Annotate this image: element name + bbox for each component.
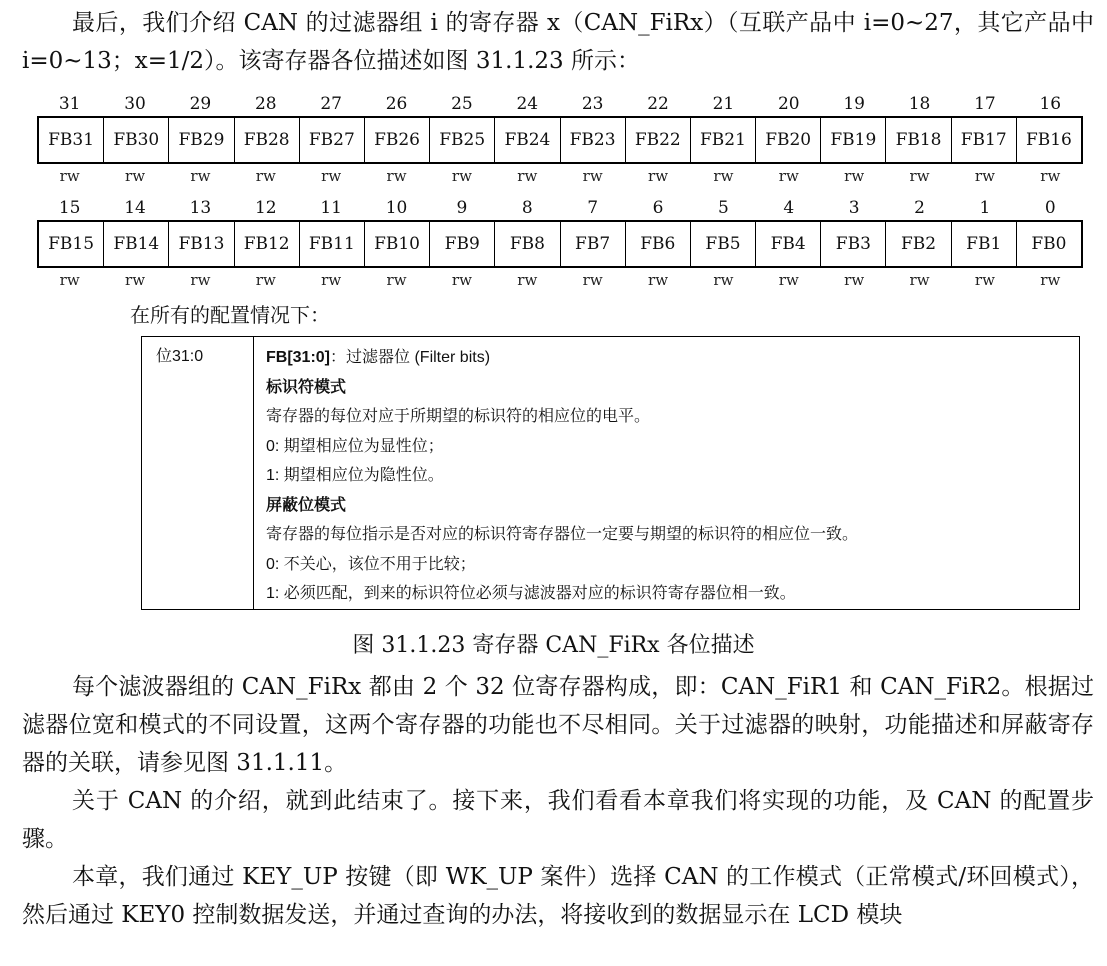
bit-field: FB14 (104, 222, 169, 266)
bit-number: 23 (581, 94, 604, 114)
bit-field: FB6 (626, 222, 691, 266)
bit-number: 15 (58, 198, 81, 218)
access-type: rw (844, 167, 865, 185)
bit-field: FB24 (495, 118, 560, 162)
bit-field: FB1 (952, 222, 1017, 266)
mode-heading: 屏蔽位模式 (266, 496, 347, 514)
description-line: 寄存器的每位指示是否对应的标识符寄存器位一定要与期望的标识符的相应位一致。 (266, 526, 859, 543)
bit-numbers-high (37, 92, 1083, 116)
bit-number: 26 (385, 94, 408, 114)
bit-field: FB26 (365, 118, 430, 162)
bit-field: FB16 (1025, 130, 1072, 150)
bit-number: 29 (189, 94, 212, 114)
intro-paragraph: 最后，我们介绍 CAN 的过滤器组 i 的寄存器 x（CAN_FiRx）（互联产品中 i=0~27，其它产品中 i=0~13；x=1/2）。该寄存器各位描述如图 31.1.23 所示： (22, 10, 1094, 74)
bit-field: FB30 (104, 118, 169, 162)
bit-number: 1 (979, 198, 991, 218)
access-type: rw (451, 167, 472, 185)
access-type: rw (974, 271, 995, 289)
bit-field: FB11 (300, 222, 365, 266)
description-line: 1: 必须匹配，到来的标识符位必须与滤波器对应的标识符寄存器位相一致。 (266, 585, 796, 602)
description-cell (254, 337, 858, 609)
bit-field: FB29 (169, 118, 234, 162)
bit-number: 31 (58, 94, 81, 114)
bit-field: FB8 (495, 222, 560, 266)
access-type: rw (974, 167, 995, 185)
bit-field: FB10 (365, 222, 430, 266)
bit-field: FB5 (691, 222, 756, 266)
bit-field: FB27 (300, 118, 365, 162)
bit-fields-low (37, 220, 1083, 268)
bit-number: 17 (974, 94, 996, 114)
access-type: rw (648, 167, 669, 185)
bit-numbers-low (37, 196, 1083, 220)
bit-field: FB22 (626, 118, 691, 162)
bit-number: 8 (521, 198, 533, 218)
access-type: rw (1040, 271, 1061, 289)
access-type: rw (648, 271, 669, 289)
access-type: rw (386, 271, 407, 289)
bit-number: 11 (320, 198, 342, 218)
access-type: rw (517, 167, 538, 185)
condition-label: 在所有的配置情况下： (130, 303, 330, 327)
bit-number: 30 (124, 94, 146, 114)
access-type: rw (59, 167, 80, 185)
bit-number: 4 (783, 198, 795, 218)
bit-number: 9 (456, 198, 468, 218)
bit-number: 7 (587, 198, 599, 218)
bit-field: FB19 (821, 118, 886, 162)
access-types-low (37, 268, 1083, 292)
access-type: rw (582, 271, 603, 289)
description-line: 1: 期望相应位为隐性位。 (266, 467, 444, 484)
description-lines (266, 373, 858, 609)
bit-field: FB17 (952, 118, 1017, 162)
description-line: 0: 不关心，该位不用于比较； (266, 555, 476, 573)
bit-number: 24 (516, 94, 539, 114)
access-type: rw (517, 271, 538, 289)
bit-number: 10 (385, 198, 408, 218)
access-type: rw (713, 167, 734, 185)
access-type: rw (909, 167, 930, 185)
access-type: rw (386, 167, 407, 185)
bit-number: 20 (777, 94, 800, 114)
bit-number: 28 (254, 94, 277, 114)
bit-field: FB9 (430, 222, 495, 266)
access-type: rw (321, 271, 342, 289)
field-title: ：过滤器位 (Filter bits) (330, 349, 491, 366)
bit-number: 14 (124, 198, 146, 218)
access-type: rw (59, 271, 80, 289)
bit-field: FB20 (756, 118, 821, 162)
bit-field: FB15 (39, 222, 104, 266)
access-type: rw (844, 271, 865, 289)
register-high-half (37, 92, 1083, 188)
bit-number: 22 (647, 94, 669, 114)
access-type: rw (190, 167, 211, 185)
access-type: rw (255, 167, 276, 185)
bit-fields-high (37, 116, 1083, 164)
access-type: rw (125, 167, 146, 185)
access-type: rw (255, 271, 276, 289)
bit-number: 6 (652, 198, 664, 218)
bit-number: 21 (712, 94, 735, 114)
access-type: rw (125, 271, 146, 289)
bit-number: 19 (843, 94, 865, 114)
bit-field: FB31 (39, 118, 104, 162)
bit-field: FB12 (235, 222, 300, 266)
bit-range-cell: 位31:0 (142, 337, 254, 609)
bit-field: FB18 (886, 118, 951, 162)
bit-description-table (141, 336, 1080, 610)
access-type: rw (582, 167, 603, 185)
field-name: FB[31:0] (266, 349, 331, 366)
bit-number: 12 (254, 198, 277, 218)
bit-field: FB4 (756, 222, 821, 266)
access-type: rw (778, 167, 799, 185)
body-paragraph-4: 本章，我们通过 KEY_UP 按键（即 WK_UP 案件）选择 CAN 的工作模式（正常模式/环回模式），然后通过 KEY0 控制数据发送，并通过查询的办法，将接收到的数据显示在 LCD 模块 (22, 864, 1094, 928)
access-type: rw (713, 271, 734, 289)
body-paragraph-2: 每个滤波器组的 CAN_FiRx 都由 2 个 32 位寄存器构成，即：CAN_FiR1 和 CAN_FiR2。根据过滤器位宽和模式的不同设置，这两个寄存器的功能也不尽相同。关于过滤器的映射，功能描述和屏蔽寄存器的关联，请参见图 31.1.11。 (22, 674, 1094, 776)
access-type: rw (321, 167, 342, 185)
register-low-half (37, 196, 1083, 292)
bit-field: FB2 (886, 222, 951, 266)
access-type: rw (778, 271, 799, 289)
access-type: rw (451, 271, 472, 289)
description-line: 寄存器的每位对应于所期望的标识符的相应位的电平。 (266, 408, 651, 425)
bit-number: 18 (908, 94, 931, 114)
bit-number: 5 (718, 198, 729, 218)
bit-field: FB3 (821, 222, 886, 266)
bit-field: FB25 (430, 118, 495, 162)
field-heading (266, 343, 858, 373)
bit-field: FB21 (691, 118, 756, 162)
bit-field: FB28 (235, 118, 300, 162)
bit-field: FB0 (1031, 234, 1067, 254)
bit-number: 13 (189, 198, 212, 218)
bit-number: 27 (320, 94, 342, 114)
body-paragraph-3: 关于 CAN 的介绍，就到此结束了。接下来，我们看看本章我们将实现的功能，及 CAN 的配置步骤。 (22, 788, 1094, 852)
access-type: rw (1040, 167, 1061, 185)
access-type: rw (909, 271, 930, 289)
access-type: rw (190, 271, 211, 289)
bit-field: FB7 (561, 222, 626, 266)
bit-number: 3 (848, 198, 860, 218)
mode-heading: 标识符模式 (266, 378, 347, 396)
bit-number: 16 (1039, 94, 1062, 114)
figure-caption: 图 31.1.23 寄存器 CAN_FiRx 各位描述 (352, 633, 755, 658)
bit-field: FB23 (561, 118, 626, 162)
bit-number: 0 (1044, 198, 1056, 218)
description-line: 0: 期望相应位为显性位； (266, 437, 444, 455)
bit-number: 2 (914, 198, 925, 218)
bit-number: 25 (451, 94, 473, 114)
access-types-high (37, 164, 1083, 188)
bit-field: FB13 (169, 222, 234, 266)
